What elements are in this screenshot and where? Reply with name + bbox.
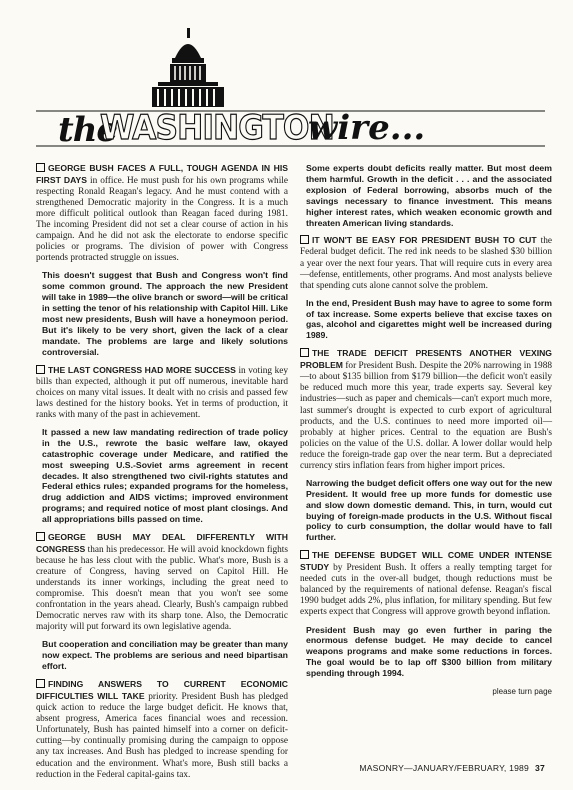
checkbox-icon: [36, 163, 45, 172]
checkbox-icon: [300, 348, 309, 357]
article-headline: IT WON'T BE EASY FOR PRESIDENT BUSH TO CUT: [312, 235, 537, 246]
article-body: GEORGE BUSH FACES A FULL, TOUGH AGENDA IN HIS FIRST DAYS in office. He must push for his own programs while respecting Ronald Reagan's legacy. And he must contend with a strengthened Democratic majority in the Congress. It is a much more difficult political outlook than Reagan faced during 1981. The incoming President did not set a clear course of action in his campaign. And he did not ask the electorate to endorse specific policies or programs. The division of power with Congress portends protracted struggle on issues.: [36, 163, 288, 264]
article-summary: Narrowing the budget deficit offers one way out for the new President. It would free up more funds for domestic use and slow down domestic demand. This, in turn, would cut buying of foreign-made products in the U.S. Without fiscal policy to curb consumption, the dollar would have to fall further.: [306, 477, 552, 543]
article-headline: THE TRADE DEFICIT PRESENTS ANOTHER VEXING PROBLEM: [300, 348, 552, 371]
checkbox-icon: [300, 235, 309, 244]
article-summary: President Bush may go even further in paring the enormous defense budget. He may decide to cancel weapons programs and make some reductions in forces. The goal would be to lap off $300 billion from military spending through 1994.: [306, 624, 552, 679]
article-body-continues: priority. President Bush has pledged quick action to reduce the large budget deficit. He knows that, absent progress, America faces financial woes and recession. Unfortunately, Bush has painted himself into a corner on deficit-cutting—by continually promising during the campaign to oppose any tax increases. And Bush has pledged to increase spending for education and the environment. What's more, Bush still backs a reduction in the Federal capital-gains tax.: [36, 692, 288, 780]
footer-publication: MASONRY—JANUARY/FEBRUARY, 1989: [359, 763, 530, 773]
article-summary: In the end, President Bush may have to agree to some form of tax increase. Some experts believe that excise taxes on gas, alcohol and cigarettes might well be increased during 1989.: [306, 297, 552, 341]
turn-page-note: please turn page: [492, 687, 552, 697]
article-body: [36, 679, 288, 780]
article-headline: THE DEFENSE BUDGET WILL COME UNDER INTENSE STUDY: [300, 550, 552, 573]
article-body: IT WON'T BE EASY FOR PRESIDENT BUSH TO CUT the Federal budget deficit. The red ink needs to be slashed $30 billion a year over the next four years. That will require cuts in every area—defense, entitlements, other programs. And most analysts believe that spending cuts alone cannot solve the problem.: [300, 235, 552, 291]
article-body: THE TRADE DEFICIT PRESENTS ANOTHER VEXING PROBLEM for President Bush. Despite the 20% narrowing in 1988—to about $135 billion from $179 billion—the deficit won't easily be reduced much more this year, trade experts say. Several key industries—such as paper and chemicals—can't export much more, last summer's drought is expected to curb export of agricultural products, and the U.S. continues to need more imported oil—probably at higher prices. Central to the equation are Bush's policies on the value of the U.S. dollar. A lower dollar would help reduce the foreign-trade gap over the near term. But a depreciated currency stirs inflation fears from higher import prices.: [300, 348, 552, 471]
page-number: 37: [535, 763, 545, 773]
checkbox-icon: [36, 532, 45, 541]
masthead-washington: WASHINGTON: [100, 108, 334, 148]
article-headline: FINDING ANSWERS TO CURRENT ECONOMIC DIFFICULTIES WILL TAKE: [36, 679, 288, 702]
masthead-the: the: [58, 110, 118, 150]
left-column: [36, 163, 288, 787]
masthead-wire: wire...: [308, 108, 426, 148]
article-summary: This doesn't suggest that Bush and Congress won't find some common ground. The approach the new President will take in 1989—the olive branch or sword—will be critical in setting the tenor of his relationship with Capitol Hill. Like most new presidents, Bush will have a honeymoon period. But it's likely to be very short, given the lack of a clear mandate. The problems are large and likely solutions controversial.: [42, 270, 288, 357]
checkbox-icon: [300, 550, 309, 559]
article-body: THE LAST CONGRESS HAD MORE SUCCESS in voting key bills than expected, although it put off numerous, inevitable hard choices on many vital issues. It dealt with no crisis and passed few laws destined for the history books. Yet in terms of production, it ranks with many of the past in achievement.: [36, 364, 288, 420]
checkbox-icon: [36, 679, 45, 688]
masthead: [0, 0, 573, 152]
article-summary: Some experts doubt deficits really matter. But most deem them harmful. Growth in the deficit . . . and the associated explosion of Federal borrowing, absorbs much of the savings necessary to finance investment. This means higher interest rates, which weaken economic growth and threaten American living standards.: [306, 163, 552, 228]
article-summary: But cooperation and conciliation may be greater than many now expect. The problems are serious and need bipartisan effort.: [42, 639, 288, 672]
right-column: [300, 163, 552, 697]
article-headline: GEORGE BUSH FACES A FULL, TOUGH AGENDA IN HIS FIRST DAYS: [36, 163, 288, 186]
page-footer: [359, 763, 545, 773]
article-body: GEORGE BUSH MAY DEAL DIFFERENTLY WITH CONGRESS than his predecessor. He will avoid knockdown fights because he has less clout with the public. What's more, Bush is a creature of Congress, having served on Capitol Hill. He understands its inner workings, including the great need to compromise. This doesn't mean that you won't see some confrontation in the years ahead. Clearly, Bush's campaign rubbed Democratic nerves raw with its sharp tone. Also, the Democratic majority will put forward its own legislative agenda.: [36, 532, 288, 633]
article-headline: THE LAST CONGRESS HAD MORE SUCCESS: [48, 364, 236, 375]
article-summary: It passed a new law mandating redirection of trade policy in the U.S., rewrote the basic welfare law, okayed catastrophic coverage under Medicare, and ratified the most sweeping U.S.-Soviet arms agreement in recent decades. It also strengthened two civil-rights statutes and Federal ethics rules; expanded programs for the homeless, drug addiction and AIDS victims; improved environment programs; and required notice of most plant closings. And all appropriations bills passed on time.: [42, 426, 288, 525]
article-headline: GEORGE BUSH MAY DEAL DIFFERENTLY WITH CONGRESS: [36, 532, 288, 555]
article-body: THE DEFENSE BUDGET WILL COME UNDER INTENSE STUDY by President Bush. It offers a really tempting target for needed cuts in the over-all budget, though reductions must be balanced by the requirements of national defense. Reagan's fiscal 1990 budget adds 2%, plus inflation, for military spending. But few experts expect that Congress will approve growth beyond inflation.: [300, 550, 552, 618]
checkbox-icon: [36, 365, 45, 374]
